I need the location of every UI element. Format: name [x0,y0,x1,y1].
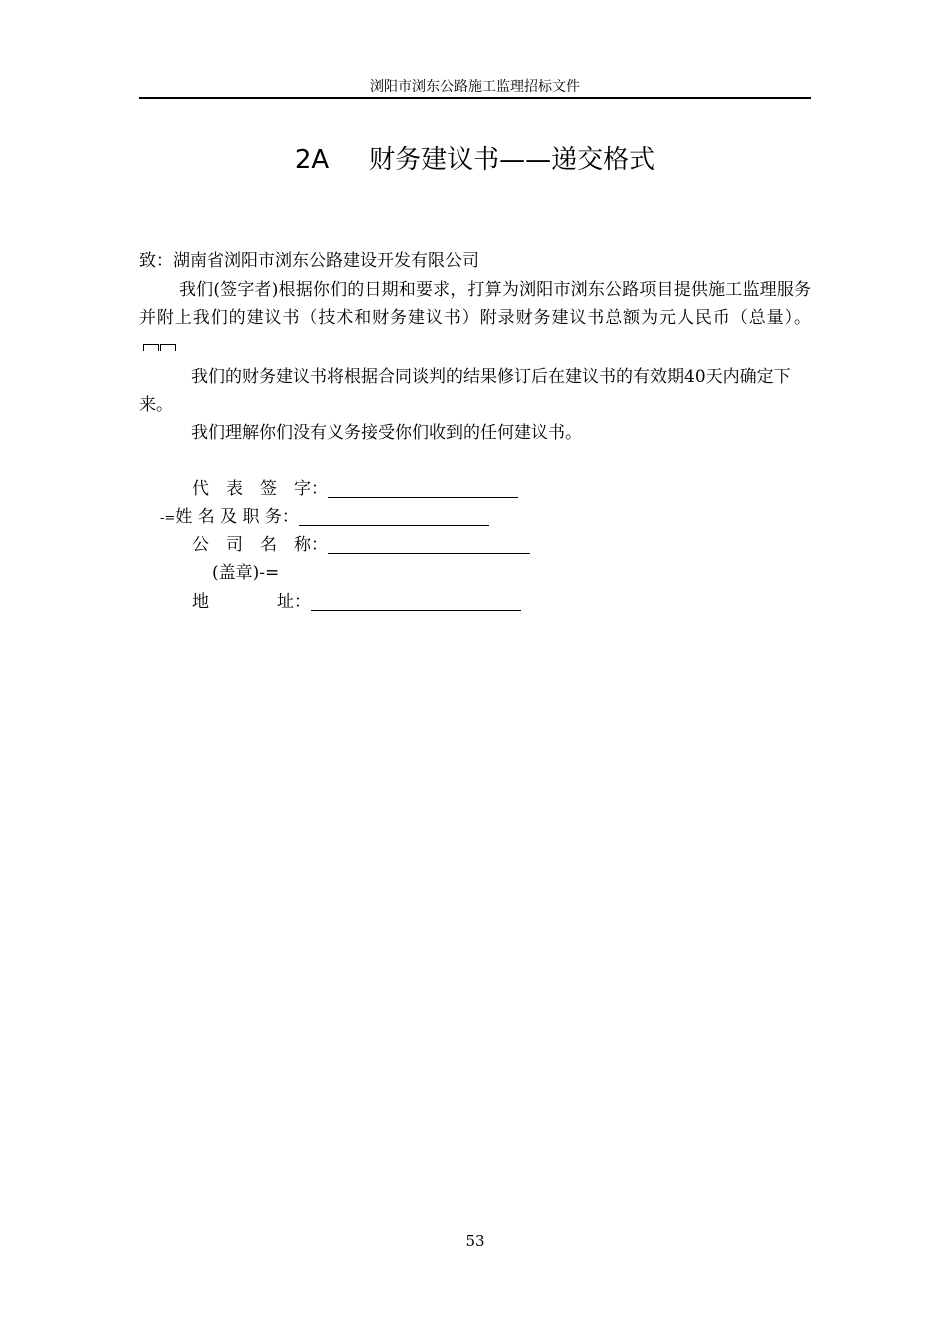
addressee-text: 致：湖南省浏阳市浏东公路建设开发有限公司 [139,251,479,271]
signature-row-address [192,588,521,616]
paragraph-3 [139,419,811,447]
page-title [139,142,811,178]
page-number: 53 [465,1232,485,1250]
address-field[interactable] [311,592,521,611]
company-label: 公 司 名 称： [192,535,328,555]
paragraph-2 [139,363,811,419]
paragraph-3-text: 我们理解你们没有义务接受你们收到的任何建议书。 [191,423,582,443]
title-text: 财务建议书——递交格式 [369,145,656,175]
paragraph-1-text: 我们(签字者)根据你们的日期和要求，打算为浏阳市浏东公路项目提供施工监理服务并附上我们的建议书（技术和财务建议书）附录财务建议书总额为元人民币（总量）。 [139,280,811,328]
signature-row-seal [212,559,279,587]
placeholder-marks-icon [143,342,177,352]
representative-label: 代 表 签 字： [192,479,328,499]
title-number: 2A [294,145,330,175]
header-rule [139,97,811,99]
company-name-field[interactable] [328,535,530,554]
name-title-label: 姓 名 及 职 务： [175,507,299,527]
signature-row-company [192,531,530,559]
addressee [139,247,811,275]
paragraph-1 [139,276,811,360]
signature-row-representative [192,475,518,503]
signature-row-name [160,503,489,533]
seal-label: (盖章)-= [212,563,280,583]
representative-signature-field[interactable] [328,479,518,498]
address-label: 地 址： [192,592,311,612]
name-prefix-mark: -= [160,511,176,526]
paragraph-2-text: 我们的财务建议书将根据合同谈判的结果修订后在建议书的有效期40天内确定下来。 [139,367,791,415]
page-header: 浏阳市浏东公路施工监理招标文件 [370,79,580,95]
name-title-field[interactable] [299,507,489,526]
